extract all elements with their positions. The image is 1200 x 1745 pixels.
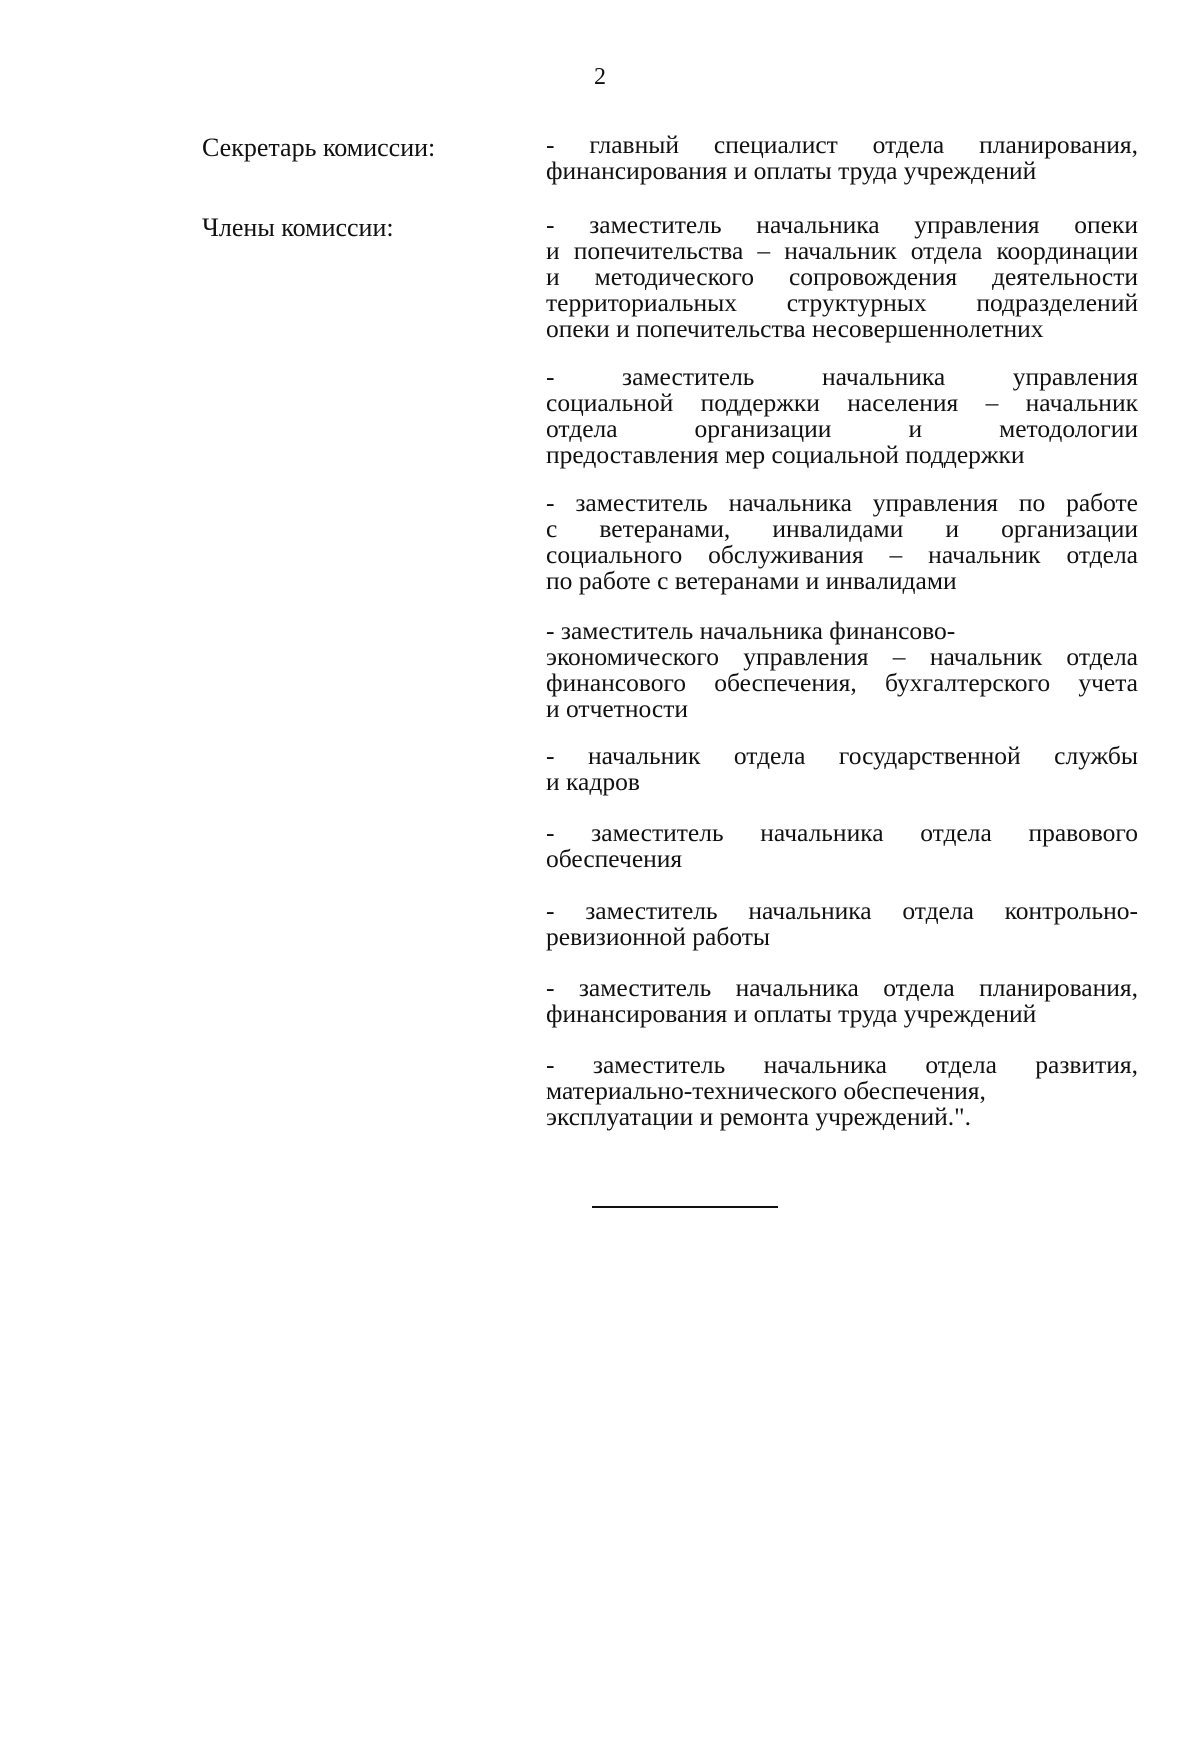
entry-line: территориальных структурных подразделений bbox=[546, 288, 1138, 317]
member-entry-finance bbox=[546, 618, 1138, 722]
closing-rule bbox=[592, 1206, 778, 1208]
entry-line: эксплуатации и ремонта учреждений.". bbox=[546, 1102, 971, 1131]
secretary-label: Секретарь комиссии: bbox=[202, 133, 436, 162]
members-label: Члены комиссии: bbox=[202, 213, 394, 242]
entry-line: финансового обеспечения, бухгалтерского учета bbox=[546, 668, 1138, 697]
entry-line: - заместитель начальника отдела контрольно- bbox=[546, 896, 1138, 925]
entry-line: - заместитель начальника управления по работе bbox=[546, 488, 1138, 517]
entry-line: обеспечения bbox=[546, 844, 683, 873]
entry-line: опеки и попечительства несовершеннолетних bbox=[546, 314, 1044, 343]
member-entry-guardianship bbox=[546, 212, 1138, 342]
entry-line: - главный специалист отдела планирования, bbox=[546, 130, 1138, 159]
entry-line: отдела организации и методологии bbox=[546, 414, 1138, 443]
entry-line: - заместитель начальника отдела правового bbox=[546, 818, 1138, 847]
entry-line: и отчетности bbox=[546, 694, 689, 723]
member-entry-veterans bbox=[546, 490, 1138, 594]
member-entry-planning bbox=[546, 975, 1138, 1027]
member-entry-social-support bbox=[546, 364, 1138, 468]
entry-line: по работе с ветеранами и инвалидами bbox=[546, 566, 957, 595]
member-entry-development bbox=[546, 1052, 1138, 1130]
punch-hole-icon bbox=[48, 1098, 78, 1128]
entry-line: финансирования и оплаты труда учреждений bbox=[546, 999, 1037, 1028]
entry-line: - заместитель начальника финансово- bbox=[546, 616, 956, 645]
member-entry-legal bbox=[546, 820, 1138, 872]
member-entry-hr bbox=[546, 743, 1138, 795]
entry-line: социальной поддержки населения – начальник bbox=[546, 388, 1138, 417]
page-number: 2 bbox=[594, 64, 606, 90]
entry-line: ревизионной работы bbox=[546, 922, 771, 951]
entry-line: с ветеранами, инвалидами и организации bbox=[546, 514, 1138, 543]
entry-line: - заместитель начальника управления опеки bbox=[546, 210, 1138, 239]
entry-line: - заместитель начальника управления bbox=[546, 362, 1138, 391]
member-entry-audit bbox=[546, 898, 1138, 950]
entry-line: - заместитель начальника отдела развития, bbox=[546, 1050, 1138, 1079]
entry-line: и попечительства – начальник отдела координации bbox=[546, 236, 1138, 265]
punch-hole-icon bbox=[48, 625, 78, 655]
entry-line: и кадров bbox=[546, 767, 640, 796]
entry-line: и методического сопровождения деятельности bbox=[546, 262, 1138, 291]
entry-line: - начальник отдела государственной службы bbox=[546, 741, 1138, 770]
entry-line: предоставления мер социальной поддержки bbox=[546, 440, 1025, 469]
entry-line: - заместитель начальника отдела планирования, bbox=[546, 973, 1138, 1002]
entry-line: материально-технического обеспечения, bbox=[546, 1076, 986, 1105]
entry-line: финансирования и оплаты труда учреждений bbox=[546, 156, 1037, 185]
entry-line: экономического управления – начальник отдела bbox=[546, 642, 1138, 671]
entry-line: социального обслуживания – начальник отдела bbox=[546, 540, 1138, 569]
secretary-entry bbox=[546, 132, 1138, 184]
